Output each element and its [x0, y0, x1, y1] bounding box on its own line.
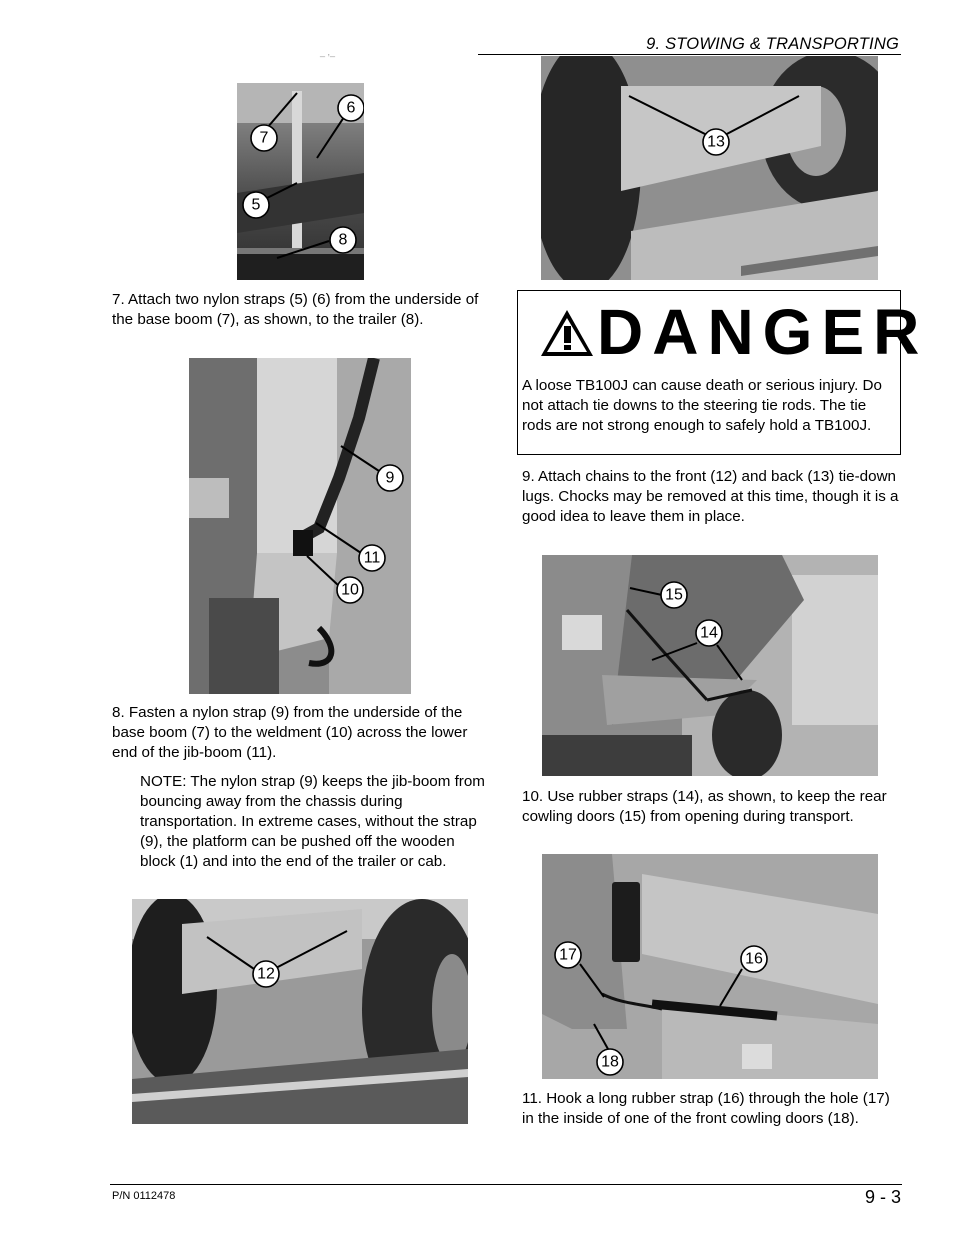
svg-text:16: 16	[745, 950, 763, 968]
photo-jib-boom-strap	[189, 358, 411, 694]
callout-6	[338, 95, 364, 121]
part-number: P/N 0112478	[112, 1190, 176, 1202]
callout-10	[337, 577, 363, 603]
photo-straps-to-trailer	[237, 83, 364, 280]
callout-7	[251, 125, 277, 151]
step-10-text: 10. Use rubber straps (14), as shown, to keep the rear cowling doors (15) from opening during transport.	[522, 788, 887, 825]
svg-text:11: 11	[363, 549, 381, 567]
photo-rear-cowling-straps	[542, 555, 878, 776]
note-text: NOTE: The nylon strap (9) keeps the jib-boom from bouncing away from the chassis during transportation. In extreme cases, without the strap (9), the platform can be pushed off the wooden block (1) and into the end of the trailer or cab.	[140, 773, 485, 870]
photo-front-cowling-strap	[542, 854, 878, 1079]
callout-14	[696, 620, 722, 646]
svg-text:14: 14	[700, 624, 718, 642]
step-8-text: 8. Fasten a nylon strap (9) from the underside of the base boom (7) to the weldment (10) across the lower end of the jib-boom (11).	[112, 704, 468, 761]
callout-8	[330, 227, 356, 253]
warning-triangle-icon	[539, 308, 595, 358]
svg-text:13: 13	[707, 133, 725, 151]
svg-text:17: 17	[559, 946, 577, 964]
section-title: 9. STOWING & TRANSPORTING	[646, 35, 899, 53]
scan-speck: _ ,_	[320, 47, 336, 57]
page-number: 9 - 3	[864, 1187, 901, 1207]
photo-back-tie-down-lugs	[541, 56, 878, 280]
svg-text:8: 8	[338, 231, 348, 249]
svg-text:15: 15	[665, 586, 683, 604]
svg-text:6: 6	[346, 99, 356, 117]
svg-text:7: 7	[259, 129, 269, 147]
callout-13	[703, 129, 729, 155]
step-11-text: 11. Hook a long rubber strap (16) through the hole (17) in the inside of one of the front cowling doors (18).	[522, 1090, 890, 1127]
callout-11	[359, 545, 385, 571]
footer-rule	[110, 1184, 902, 1185]
step-9-text: 9. Attach chains to the front (12) and back (13) tie-down lugs. Chocks may be removed at this time, though it is a good idea to leave them in place.	[522, 468, 899, 525]
callout-16	[741, 946, 767, 972]
svg-text:9: 9	[385, 469, 395, 487]
callout-12	[253, 961, 279, 987]
svg-text:5: 5	[251, 196, 261, 214]
callout-18	[597, 1049, 623, 1075]
svg-text:12: 12	[257, 965, 275, 983]
danger-heading: DANGER	[597, 296, 929, 368]
callout-9	[377, 465, 403, 491]
danger-text: A loose TB100J can cause death or serious injury. Do not attach tie downs to the steering tie rods. The tie rods are not strong enough to safely hold a TB100J.	[522, 377, 882, 434]
svg-text:10: 10	[341, 581, 359, 599]
photo-front-tie-down-lugs	[132, 899, 468, 1124]
callout-17	[555, 942, 581, 968]
step-7-text: 7. Attach two nylon straps (5) (6) from the underside of the base boom (7), as shown, to the trailer (8).	[112, 291, 479, 328]
header-rule	[478, 54, 901, 55]
svg-text:18: 18	[601, 1053, 619, 1071]
callout-15	[661, 582, 687, 608]
callout-5	[243, 192, 269, 218]
